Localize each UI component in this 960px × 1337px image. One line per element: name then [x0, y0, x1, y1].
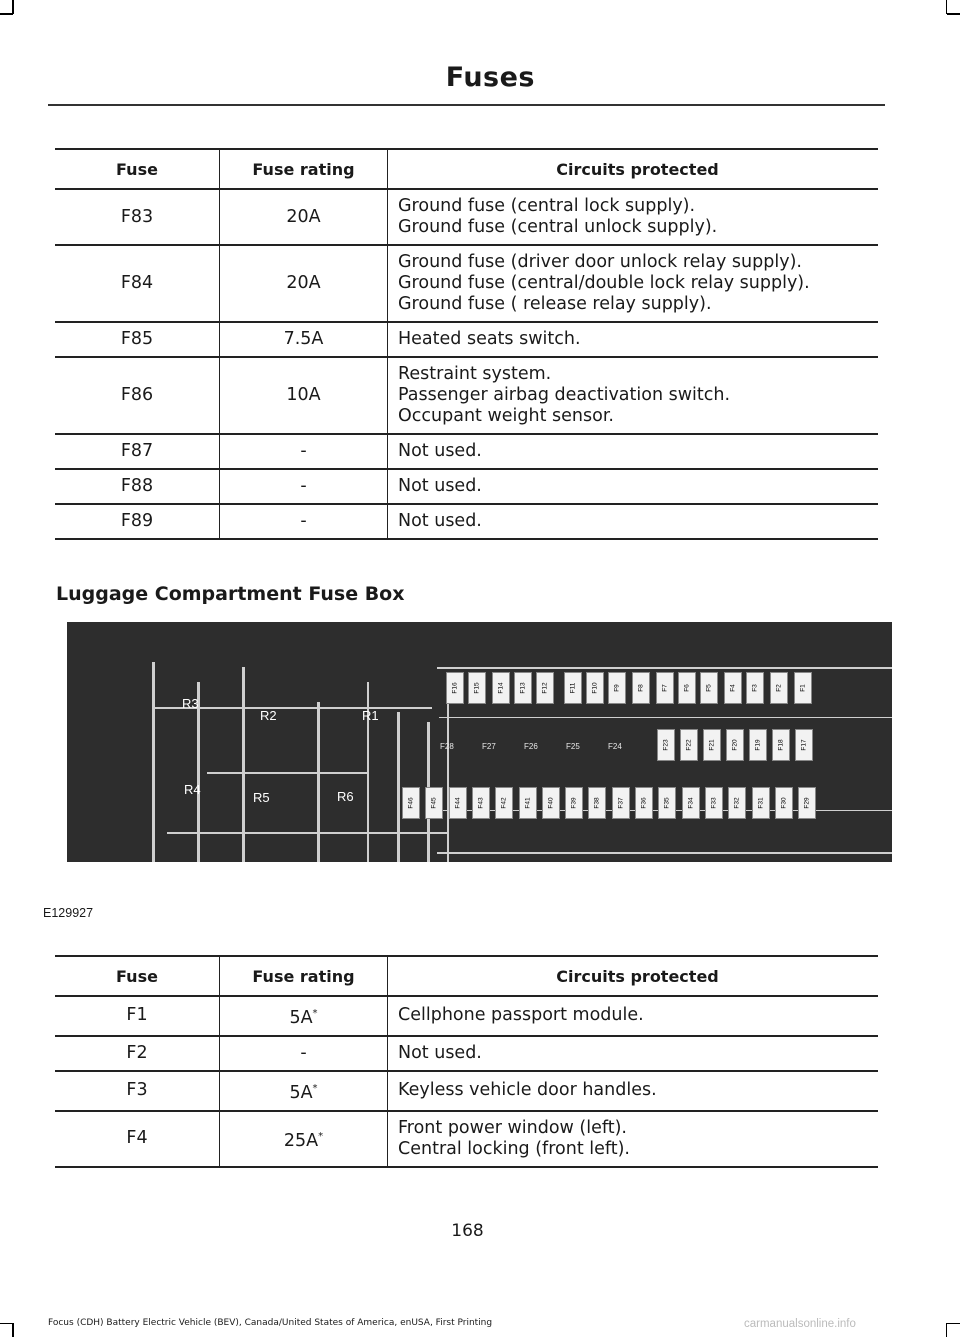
circuits-cell [388, 322, 879, 357]
fuse-box-diagram [67, 622, 892, 862]
circuits-cell [388, 245, 879, 322]
fuse-slot [565, 787, 583, 819]
crop-mark [12, 1323, 14, 1337]
fuse-label: F33 [710, 797, 718, 809]
rating-cell [220, 322, 388, 357]
fuse-label: F1 [799, 684, 807, 692]
circuit-line: Occupant weight sensor. [398, 406, 614, 426]
fuse-cell: F88 [55, 469, 220, 504]
crop-mark [0, 1323, 13, 1325]
table-row [55, 1111, 878, 1167]
fuse-slot [446, 672, 464, 704]
rating-cell [220, 996, 388, 1036]
column-header-fuse: Fuse [55, 956, 220, 996]
fuse-label: F42 [500, 797, 508, 809]
fuse-slot [402, 787, 420, 819]
section-heading: Luggage Compartment Fuse Box [56, 583, 405, 605]
fuse-label: F4 [729, 684, 737, 692]
fuse-slot [746, 672, 764, 704]
fuse-slot [798, 787, 816, 819]
table-row [55, 357, 878, 434]
fuse-slot [795, 729, 813, 761]
page-title: Fuses [445, 62, 535, 93]
fuse-cell: F86 [55, 357, 220, 434]
circuit-line: Not used. [398, 476, 482, 496]
circuits-cell [388, 996, 879, 1036]
fuse-label: F29 [803, 797, 811, 809]
circuit-line: Ground fuse (central/double lock relay supply). [398, 273, 810, 293]
circuits-cell [388, 1036, 879, 1071]
fuse-slot [657, 729, 675, 761]
rating-cell [220, 357, 388, 434]
fuse-slot [536, 672, 554, 704]
fuse-label: F22 [685, 739, 693, 751]
footnote-marker: * [318, 1130, 324, 1142]
fuse-label: F36 [640, 797, 648, 809]
relay-label: R3 [182, 696, 199, 711]
diagram-outline [152, 662, 155, 862]
fuse-slot [495, 787, 513, 819]
image-code: E129927 [43, 906, 94, 920]
circuit-line: Not used. [398, 511, 482, 531]
relay-label: R1 [362, 708, 379, 723]
fuse-slot [700, 672, 718, 704]
fuse-label: F20 [731, 739, 739, 751]
rating-cell [220, 189, 388, 245]
fuse-slot [772, 729, 790, 761]
rating-cell [220, 504, 388, 539]
column-header-fuse: Fuse [55, 149, 220, 189]
fuse-slot [752, 787, 770, 819]
fuse-label: F31 [757, 797, 764, 809]
fuse-slot [680, 729, 698, 761]
fuse-table-1 [55, 148, 878, 540]
circuit-line: Ground fuse ( release relay supply). [398, 294, 712, 314]
table-row [55, 434, 878, 469]
diagram-outline [167, 832, 447, 834]
watermark: carmanualsonline.info [744, 1318, 856, 1330]
footer-text: Focus (CDH) Battery Electric Vehicle (BEV), Canada/United States of America, enUSA, First Printing [48, 1318, 493, 1328]
fuse-label: F21 [708, 739, 716, 751]
fuse-slot [586, 672, 604, 704]
diagram-outline [439, 717, 892, 718]
fuse-slot [492, 672, 510, 704]
fuse-label: F40 [547, 797, 555, 809]
circuits-cell [388, 469, 879, 504]
fuse-slot [770, 672, 788, 704]
circuit-line: Keyless vehicle door handles. [398, 1080, 657, 1101]
table-row [55, 504, 878, 539]
circuits-cell [388, 357, 879, 434]
rating-cell [220, 245, 388, 322]
circuits-cell [388, 434, 879, 469]
fuse-slot [728, 787, 746, 819]
circuits-cell [388, 1111, 879, 1167]
fuse-label: F17 [800, 739, 808, 751]
fuse-cell: F83 [55, 189, 220, 245]
fuse-slot [658, 787, 676, 819]
rating-cell [220, 1036, 388, 1071]
column-header-circuits: Circuits protected [388, 956, 879, 996]
rating-value: 20A [286, 206, 321, 227]
table-row [55, 469, 878, 504]
fuse-label: F46 [407, 797, 415, 809]
column-header-rating: Fuse rating [220, 149, 388, 189]
rating-value: 5A [289, 1007, 313, 1028]
fuse-label: F2 [775, 684, 783, 692]
footnote-marker: * [312, 1008, 318, 1019]
fuse-label: F41 [524, 797, 531, 809]
circuits-cell [388, 504, 879, 539]
page-number: 168 [451, 1221, 484, 1241]
fuse-slot [514, 672, 532, 704]
fuse-cell: F3 [55, 1071, 220, 1111]
fuse-label: F45 [430, 797, 438, 809]
crop-mark [12, 0, 14, 14]
fuse-label: F28 [440, 742, 454, 751]
fuse-slot [682, 787, 700, 819]
fuse-slot [519, 787, 537, 819]
table-row [55, 1071, 878, 1111]
fuse-slot [472, 787, 490, 819]
table-row [55, 189, 878, 245]
fuse-label: F11 [569, 682, 577, 694]
fuse-slot [678, 672, 696, 704]
crop-mark [947, 1323, 960, 1325]
circuit-line: Cellphone passport module. [398, 1005, 644, 1026]
fuse-slot [705, 787, 723, 819]
fuse-label: F24 [608, 742, 622, 751]
fuse-label: F23 [662, 739, 670, 751]
fuse-label: F14 [497, 682, 505, 694]
crop-mark [947, 13, 960, 15]
table-row [55, 996, 878, 1036]
fuse-slot [612, 787, 630, 819]
fuse-label: F39 [570, 797, 578, 809]
rating-cell [220, 1071, 388, 1111]
fuse-label: F12 [541, 682, 549, 694]
fuse-slot [656, 672, 674, 704]
circuit-line: Not used. [398, 441, 482, 461]
fuse-slot [564, 672, 582, 704]
fuse-slot [775, 787, 793, 819]
circuit-line: Ground fuse (driver door unlock relay supply). [398, 252, 802, 272]
circuits-cell [388, 1071, 879, 1111]
crop-mark [0, 13, 13, 15]
fuse-cell: F4 [55, 1111, 220, 1167]
fuse-cell: F85 [55, 322, 220, 357]
fuse-label: F25 [566, 742, 580, 751]
rating-value: - [300, 511, 307, 531]
fuse-label: F38 [593, 797, 601, 809]
rating-value: - [300, 1042, 307, 1063]
rating-value: - [300, 476, 307, 496]
circuits-cell [388, 189, 879, 245]
circuit-line: Front power window (left). [398, 1117, 627, 1138]
fuse-label: F34 [687, 797, 695, 809]
rating-cell [220, 434, 388, 469]
rating-value: 5A [289, 1082, 313, 1103]
fuse-cell: F1 [55, 996, 220, 1036]
fuse-table-2 [55, 955, 878, 1168]
circuit-line: Ground fuse (central lock supply). [398, 196, 696, 216]
diagram-outline [207, 772, 367, 774]
fuse-label: F8 [637, 684, 645, 692]
circuit-line: Heated seats switch. [398, 329, 581, 349]
fuse-label: F9 [613, 684, 621, 692]
diagram-outline [447, 677, 449, 862]
fuse-label: F7 [661, 684, 669, 692]
rating-value: - [300, 441, 307, 461]
fuse-label: F30 [780, 797, 788, 809]
rating-value: 20A [286, 273, 321, 293]
circuit-line: Not used. [398, 1042, 482, 1063]
fuse-slot [794, 672, 812, 704]
footnote-marker: * [312, 1082, 318, 1094]
fuse-slot [542, 787, 560, 819]
rating-value: 7.5A [283, 329, 324, 349]
fuse-slot [425, 787, 443, 819]
relay-label: R6 [337, 789, 354, 804]
rating-cell [220, 469, 388, 504]
header-rule [48, 104, 885, 106]
circuit-line: Restraint system. [398, 364, 552, 384]
fuse-label: F15 [473, 682, 481, 694]
column-header-rating: Fuse rating [220, 956, 388, 996]
crop-mark [946, 0, 948, 14]
table-row [55, 245, 878, 322]
fuse-slot [588, 787, 606, 819]
column-header-circuits: Circuits protected [388, 149, 879, 189]
relay-label: R4 [184, 782, 201, 797]
diagram-outline [437, 667, 892, 669]
circuit-line: Ground fuse (central unlock supply). [398, 217, 718, 237]
fuse-slot [703, 729, 721, 761]
fuse-cell: F87 [55, 434, 220, 469]
fuse-label: F19 [754, 739, 762, 751]
fuse-slot [726, 729, 744, 761]
fuse-slot [468, 672, 486, 704]
diagram-outline [317, 702, 320, 862]
fuse-label: F13 [519, 682, 527, 694]
fuse-label: F5 [705, 684, 713, 692]
fuse-slot [724, 672, 742, 704]
fuse-label: F43 [477, 797, 485, 809]
fuse-label: F35 [663, 797, 671, 809]
rating-value: 25A [283, 1130, 319, 1151]
fuse-label: F16 [451, 682, 459, 694]
fuse-slot [608, 672, 626, 704]
crop-mark [946, 1323, 948, 1337]
fuse-slot [449, 787, 467, 819]
table-row [55, 322, 878, 357]
fuse-cell: F89 [55, 504, 220, 539]
fuse-slot [749, 729, 767, 761]
fuse-slot [632, 672, 650, 704]
rating-value: 10A [286, 385, 321, 405]
fuse-label: F32 [733, 797, 741, 809]
diagram-outline [397, 712, 400, 862]
fuse-label: F6 [683, 684, 691, 692]
relay-label: R5 [253, 790, 270, 805]
fuse-label: F44 [454, 797, 462, 809]
fuse-label: F37 [617, 797, 625, 809]
rating-cell [220, 1111, 388, 1167]
fuse-slot [635, 787, 653, 819]
fuse-label: F18 [777, 739, 785, 751]
circuit-line: Passenger airbag deactivation switch. [398, 385, 731, 405]
fuse-label: F26 [524, 742, 538, 751]
table-row [55, 1036, 878, 1071]
fuse-cell: F2 [55, 1036, 220, 1071]
diagram-outline [437, 852, 892, 854]
fuse-label: F10 [591, 682, 599, 694]
fuse-label: F3 [751, 684, 759, 692]
fuse-cell: F84 [55, 245, 220, 322]
circuit-line: Central locking (front left). [398, 1138, 630, 1159]
fuse-label: F27 [482, 742, 496, 751]
relay-label: R2 [260, 708, 277, 723]
